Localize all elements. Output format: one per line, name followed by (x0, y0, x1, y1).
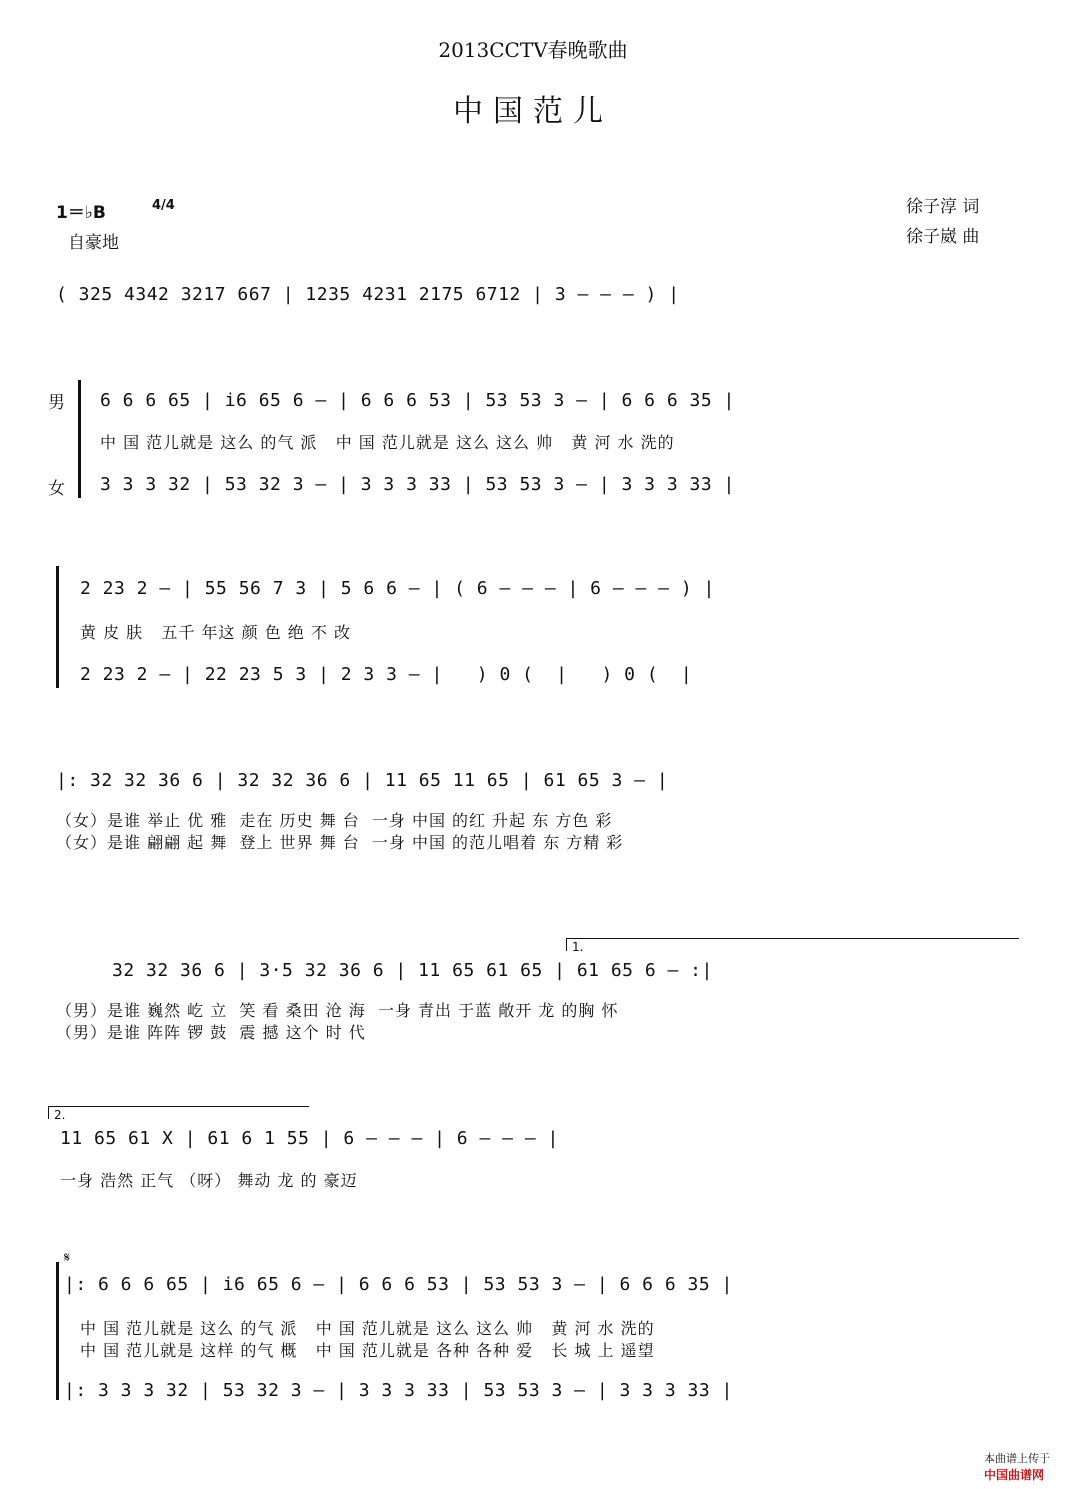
lyrics-line-2: 中 国 范儿就是 这样 的气 概 中 国 范儿就是 各种 各种 爱 长 城 上 遥望 (80, 1341, 655, 1360)
lyrics-line-1: 中 国 范儿就是 这么 的气 派 中 国 范儿就是 这么 这么 帅 黄 河 水 洗的 (80, 1319, 655, 1338)
tempo-mark: 自豪地 (68, 233, 119, 253)
system-bracket (56, 566, 59, 688)
female-part-label: 女 (48, 479, 65, 499)
female-notes-line: |: 3 3 3 32 | 53 32 3 – | 3 3 3 33 | 53 53 3 – | 3 3 3 33 | (64, 1380, 733, 1401)
upload-footer (977, 1437, 1050, 1483)
lyrics-line: 中 国 范儿就是 这么 的气 派 中 国 范儿就是 这么 这么 帅 黄 河 水 洗的 (100, 433, 675, 452)
male-notes-line: |: 6 6 6 65 | i6 65 6 – | 6 6 6 53 | 53 53 3 – | 6 6 6 35 | (64, 1274, 733, 1295)
lyrics-line-2: （女）是谁 翩翩 起 舞 登上 世界 舞 台 一身 中国 的范儿唱着 东 方精 彩 (56, 833, 624, 852)
segno-sign: 𝄋 (64, 1250, 71, 1266)
verse-notes-line: 32 32 36 6 | 3·5 32 36 6 | 11 65 61 65 | 61 65 6 – :| (112, 960, 713, 981)
male-notes-line: 2 23 2 – | 55 56 7 3 | 5 6 6 – | ( 6 – – – | 6 – – – ) | (80, 578, 715, 599)
upload-text: 本曲谱上传于 (984, 1452, 1050, 1465)
song-title: 中国范儿 (453, 94, 613, 129)
key-signature: 1＝♭B (56, 203, 106, 223)
second-ending-label: 2. (54, 1108, 66, 1122)
ending-notes-line: 11 65 61 X | 61 6 1 55 | 6 – – – | 6 – – – | (60, 1128, 559, 1149)
lyricist-credit: 徐子淳 词 (906, 197, 980, 217)
composer-credit: 徐子崴 曲 (906, 227, 980, 247)
verse-notes-line: |: 32 32 36 6 | 32 32 36 6 | 11 65 11 65 | 61 65 3 – | (56, 770, 669, 791)
song-subtitle: 2013CCTV春晚歌曲 (438, 38, 628, 62)
female-notes-line: 3 3 3 32 | 53 32 3 – | 3 3 3 33 | 53 53 3 – | 3 3 3 33 | (100, 474, 735, 495)
female-notes-line: 2 23 2 – | 22 23 5 3 | 2 3 3 – | ) 0 ( | ) 0 ( | (80, 664, 693, 685)
male-part-label: 男 (48, 393, 65, 413)
site-logo[interactable]: 中国曲谱网 (984, 1468, 1045, 1482)
lyrics-line: 黄 皮 肤 五千 年这 颜 色 绝 不 改 (80, 623, 351, 642)
system-bracket (78, 380, 81, 498)
lyrics-line-1: （男）是谁 巍然 屹 立 笑 看 桑田 沧 海 一身 青出 于蓝 敞开 龙 的胸 怀 (56, 1001, 619, 1020)
lyrics-line: 一身 浩然 正气 （呀） 舞动 龙 的 豪迈 (60, 1171, 358, 1190)
second-ending-bracket (48, 1106, 309, 1119)
system-bracket (56, 1262, 59, 1400)
first-ending-label: 1. (572, 940, 584, 954)
time-signature: 4/4 (152, 198, 175, 213)
male-notes-line: 6 6 6 65 | i6 65 6 – | 6 6 6 53 | 53 53 3 – | 6 6 6 35 | (100, 390, 735, 411)
intro-notes: ( 325 4342 3217 667 | 1235 4231 2175 6712 | 3 – – – ) | (56, 284, 680, 305)
lyrics-line-2: （男）是谁 阵阵 锣 鼓 震 撼 这个 时 代 (56, 1023, 366, 1042)
first-ending-bracket (566, 938, 1019, 951)
lyrics-line-1: （女）是谁 举止 优 雅 走在 历史 舞 台 一身 中国 的红 升起 东 方色 彩 (56, 811, 613, 830)
